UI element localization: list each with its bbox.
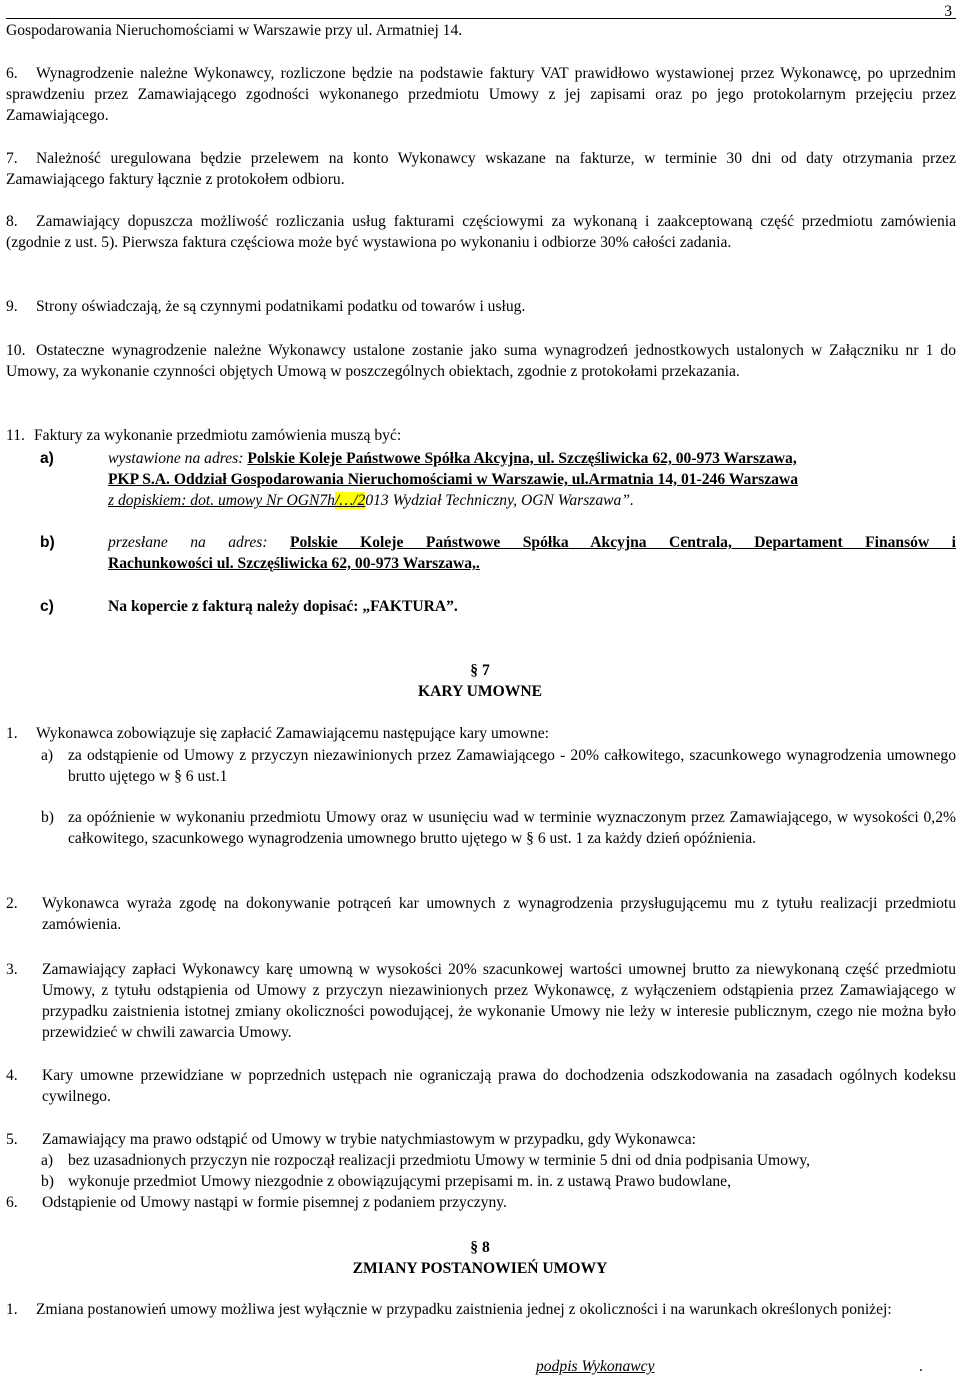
header-title: Gospodarowania Nieruchomościami w Warszawie przy ul. Armatniej 14. <box>6 22 463 39</box>
signature-label: podpis Wykonawcy <box>536 1358 655 1375</box>
s7-sub-b-text: za opóźnienie w wykonaniu przedmiotu Umowy oraz w usunięciu wad w terminie wyznaczonym przez Zamawiającego, w wysokości 0,2% całkowitego, szacunkowego wynagrodzenia umownego brutto ujętego w § 6 ust. 1 za każdy dzień opóźnienia. <box>68 809 956 847</box>
s7-item-6-number: 6. <box>6 1194 18 1211</box>
invoice-address-b-line1 <box>108 532 956 553</box>
s7-item-1-number: 1. <box>6 725 18 742</box>
paragraph-7-number: 7. <box>6 150 18 167</box>
s7-sub-a-label: a) <box>41 747 54 764</box>
s7-item-3-number: 3. <box>6 961 18 978</box>
paragraph-9-number: 9. <box>6 298 18 315</box>
paragraph-10-text: Ostateczne wynagrodzenie należne Wykonawcy ustalone zostanie jako suma wynagrodzeń jednostkowych ustalonych w Załączniku nr 1 do Umowy, za wykonanie czynności objętych Umową w poszczególnych obiektach, zgodnie z protokołami przekazania. <box>6 342 956 380</box>
section-8-sign: § 8 <box>470 1239 490 1256</box>
s7-sub-b-label: b) <box>41 809 54 826</box>
paragraph-7-text: Należność uregulowana będzie przelewem na konto Wykonawcy wskazane na fakturze, w terminie 30 dni od daty otrzymania przez Zamawiającego faktury łącznie z protokołem odbioru. <box>6 150 956 188</box>
s7-item-2-text: Wykonawca wyraża zgodę na dokonywanie potrąceń kar umownych z wynagrodzenia przysługującemu mu z tytułu realizacji przedmiotu zamówienia. <box>42 895 956 933</box>
invoice-item-a-label: a) <box>40 450 54 467</box>
paragraph-11-number: 11. <box>6 427 25 444</box>
s7-item-6-text: Odstąpienie od Umowy nastąpi w formie pisemnej z podaniem przyczyny. <box>42 1194 507 1211</box>
s7-sub-a-text: za odstąpienie od Umowy z przyczyn niezawinionych przez Zamawiającego - 20% całkowitego, szacunkowego wynagrodzenia umownego brutto ujętego w § 6 ust.1 <box>68 747 956 785</box>
s7-item-2-number: 2. <box>6 895 18 912</box>
signature-line <box>536 1356 923 1377</box>
paragraph-11-text: Faktury za wykonanie przedmiotu zamówienia muszą być: <box>34 427 402 444</box>
invoice-address-a-line1 <box>108 448 797 469</box>
s8-item-1-number: 1. <box>6 1301 18 1318</box>
section-7-title: KARY UMOWNE <box>417 683 543 700</box>
invoice-a-note-post: 013 Wydział Techniczny, OGN Warszawa”. <box>365 492 634 509</box>
paragraph-8-text: Zamawiający dopuszcza możliwość rozliczania usług fakturami częściowymi za wykonaną i zaakceptowaną część przedmiotu zamówienia (zgodnie z ust. 5). Pierwsza faktura częściowa może być wystawiona po wykonaniu i odbiorze 30% całości zadania. <box>6 213 956 251</box>
s8-item-1-text: Zmiana postanowień umowy możliwa jest wyłącznie w przypadku zaistnienia jednej z okoliczności i na warunkach określonych poniżej: <box>36 1301 892 1318</box>
invoice-a-note-highlight: /…/2 <box>334 492 366 509</box>
paragraph-8-number: 8. <box>6 213 18 230</box>
s7-item-4-text: Kary umowne przewidziane w poprzednich ustępach nie ograniczają prawa do dochodzenia odszkodowania na zasadach ogólnych kodeksu cywilnego. <box>42 1067 956 1105</box>
s7-sub5-b-label: b) <box>41 1173 54 1190</box>
invoice-b-address1: Polskie Koleje Państwowe Spółka Akcyjna Centrala, Departament Finansów i <box>289 534 956 551</box>
invoice-a-note-pre: z dopiskiem: dot. umowy Nr OGN7h <box>108 492 335 509</box>
s7-item-5-text: Zamawiający ma prawo odstąpić od Umowy w trybie natychmiastowym w przypadku, gdy Wykonawca: <box>42 1131 696 1148</box>
s7-item-4-number: 4. <box>6 1067 18 1084</box>
invoice-item-c-text: Na kopercie z fakturą należy dopisać: „FAKTURA”. <box>108 598 458 615</box>
page-number: 3 <box>944 3 952 20</box>
paragraph-6-text: Wynagrodzenie należne Wykonawcy, rozliczone będzie na podstawie faktury VAT prawidłowo wystawionej przez Wykonawcę, po uprzednim sprawdzeniu przez Zamawiającego zgodności wykonanego przedmiotu Umowy z jej zapisami oraz po jego protokolarnym przejęciu przez Zamawiającego. <box>6 65 956 124</box>
s7-item-1-text: Wykonawca zobowiązuje się zapłacić Zamawiającemu następujące kary umowne: <box>36 725 549 742</box>
s7-sub5-b-text: wykonuje przedmiot Umowy niezgodnie z obowiązującymi przepisami m. in. z ustawą Prawo budowlane, <box>68 1173 731 1190</box>
invoice-b-prefix: przesłane na adres: <box>108 534 268 551</box>
invoice-a-note <box>108 490 634 511</box>
paragraph-10-number: 10. <box>6 342 26 359</box>
invoice-b-address2: Rachunkowości ul. Szczęśliwicka 62, 00-973 Warszawa,. <box>108 555 480 572</box>
section-8-title: ZMIANY POSTANOWIEŃ UMOWY <box>352 1260 608 1277</box>
invoice-a-prefix: wystawione na adres: <box>108 450 244 467</box>
invoice-a-address1: Polskie Koleje Państwowe Spółka Akcyjna, ul. Szczęśliwicka 62, 00-973 Warszawa, <box>247 450 797 467</box>
s7-item-3-text: Zamawiający zapłaci Wykonawcy karę umowną w wysokości 20% szacunkowej wartości umownej brutto za niewykonaną część przedmiotu Umowy, z tytułu odstąpienia od Umowy z przyczyn niezawinionych przez Wykonawcę, z wyłączeniem odstąpienia przez Zamawiającego w przypadku zaistnienia istotnej zmiany okoliczności powodującej, że wykonanie Umowy nie leży w interesie publicznym, czego nie można było przewidzieć w chwili zawarcia Umowy. <box>42 961 956 1041</box>
paragraph-6-number: 6. <box>6 65 18 82</box>
invoice-a-address2: PKP S.A. Oddział Gospodarowania Nieruchomościami w Warszawie, ul.Armatnia 14, 01-246 Warszawa <box>108 471 799 488</box>
s7-sub5-a-label: a) <box>41 1152 54 1169</box>
invoice-item-b-label: b) <box>40 534 55 551</box>
s7-sub5-a-text: bez uzasadnionych przyczyn nie rozpoczął realizacji przedmiotu Umowy w terminie 5 dni od dnia podpisania Umowy, <box>68 1152 811 1169</box>
header-rule <box>6 18 956 19</box>
s7-item-5-number: 5. <box>6 1131 18 1148</box>
section-7-sign: § 7 <box>470 662 490 679</box>
invoice-item-c-label: c) <box>40 598 54 615</box>
paragraph-9-text: Strony oświadczają, że są czynnymi podatnikami podatku od towarów i usług. <box>36 298 526 315</box>
signature-dot: . <box>919 1358 923 1375</box>
